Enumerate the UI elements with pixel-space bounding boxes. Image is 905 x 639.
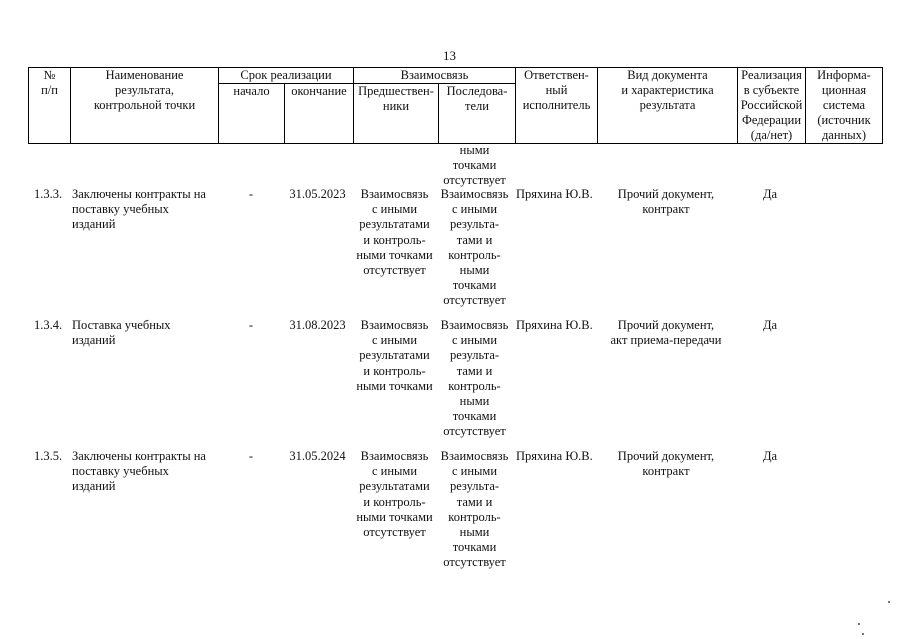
row-number: 1.3.4.	[34, 318, 63, 332]
row-document: Прочий документ, контракт	[617, 449, 715, 479]
header-period-group: Срок реализации	[219, 68, 354, 84]
header-col-num: № п/п	[29, 68, 71, 144]
header-col-resp: Ответствен- ный исполнитель	[516, 68, 598, 144]
row-region: Да	[762, 187, 778, 201]
row-document: Прочий документ, акт приема-передачи	[610, 318, 722, 348]
row-name: Поставка учебных изданий	[72, 318, 171, 348]
row-name: Заключены контракты на поставку учебных изданий	[72, 449, 206, 494]
row-start: -	[248, 449, 254, 463]
header-col-name: Наименование результата, контрольной точки	[71, 68, 219, 144]
page-number: 13	[443, 48, 456, 63]
row-number: 1.3.5.	[34, 449, 63, 463]
row-successors: Взаимосвязь с иными результа- тами и контроль- ными точками отсутствует	[440, 187, 509, 308]
row-predecessors: Взаимосвязь с иными результатами и контроль- ными точками отсутствует	[356, 187, 433, 278]
row-region: Да	[762, 318, 778, 332]
row-end: 31.05.2024	[289, 449, 346, 463]
scan-speck	[862, 633, 864, 635]
row-responsible: Пряхина Ю.В.	[516, 318, 593, 332]
row-predecessors: Взаимосвязь с иными результатами и контроль- ными точками	[356, 318, 433, 393]
row-end: 31.08.2023	[289, 318, 346, 332]
table-header	[28, 67, 883, 144]
scan-speck	[858, 623, 860, 625]
header-col-start: начало	[219, 84, 285, 144]
row-region: Да	[762, 449, 778, 463]
row-predecessors: Взаимосвязь с иными результатами и контроль- ными точками отсутствует	[356, 449, 433, 540]
header-col-info: Информа- ционная система (источник данных)	[806, 68, 883, 144]
header-col-succ: Последова- тели	[439, 84, 516, 144]
row-responsible: Пряхина Ю.В.	[516, 449, 593, 463]
row-responsible: Пряхина Ю.В.	[516, 187, 593, 201]
row-start: -	[248, 187, 254, 201]
header-col-pred: Предшествен- ники	[354, 84, 439, 144]
header-relation-group: Взаимосвязь	[354, 68, 516, 84]
row-document: Прочий документ, контракт	[617, 187, 715, 217]
row-name: Заключены контракты на поставку учебных изданий	[72, 187, 206, 232]
header-col-doc: Вид документа и характеристика результата	[598, 68, 738, 144]
row-start: -	[248, 318, 254, 332]
row-successors: Взаимосвязь с иными результа- тами и контроль- ными точками отсутствует	[440, 449, 509, 570]
carryover-successors: ными точками отсутствует	[443, 143, 506, 188]
row-end: 31.05.2023	[289, 187, 346, 201]
row-successors: Взаимосвязь с иными результа- тами и контроль- ными точками отсутствует	[440, 318, 509, 439]
header-col-end: окончание	[285, 84, 354, 144]
scan-speck	[888, 601, 890, 603]
header-col-region: Реализация в субъекте Российской Федерации (да/нет)	[738, 68, 806, 144]
row-number: 1.3.3.	[34, 187, 63, 201]
